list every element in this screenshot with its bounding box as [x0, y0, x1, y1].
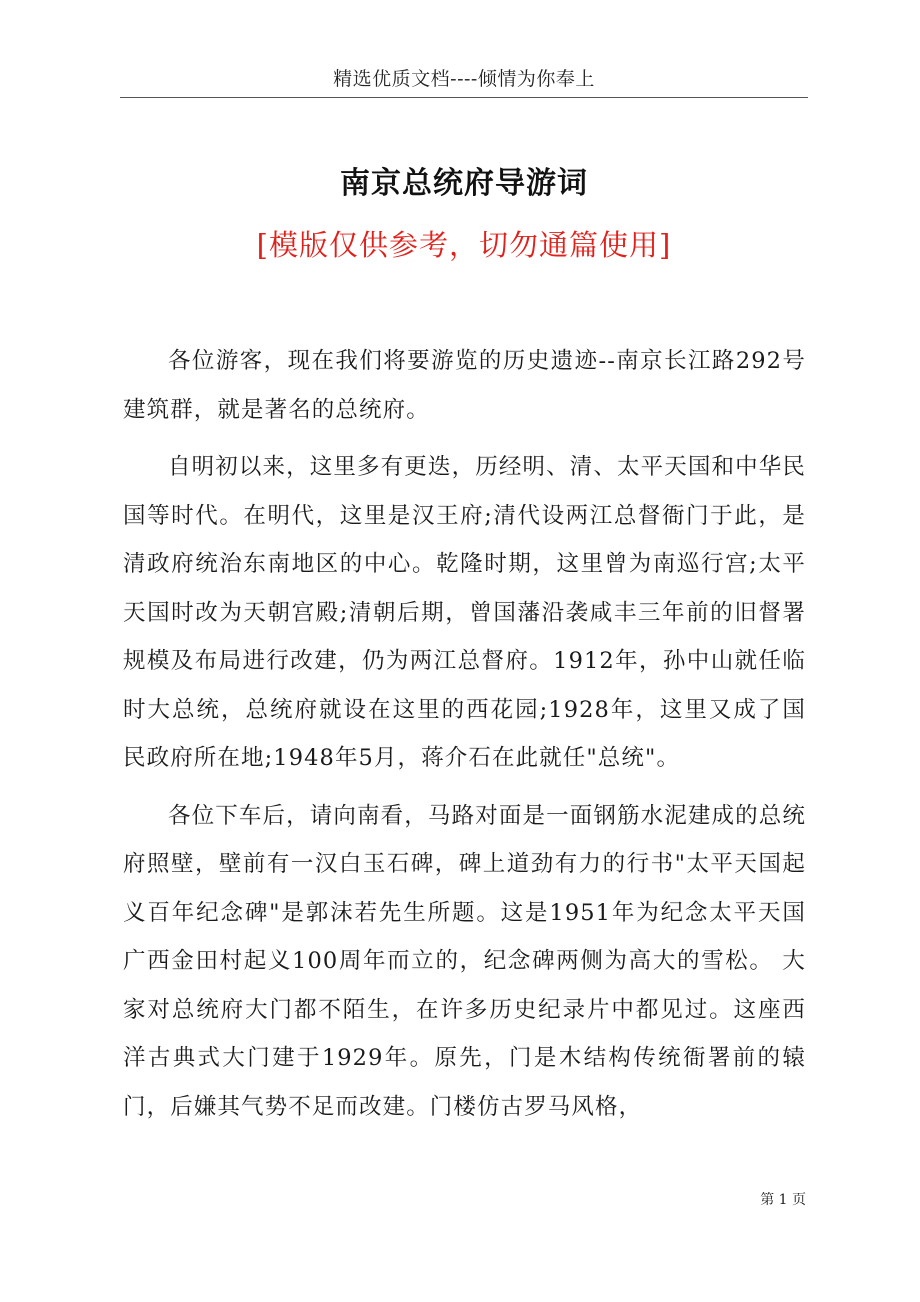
page-number: 第 1 页: [760, 1192, 806, 1208]
document-body: [123, 337, 806, 1140]
paragraph: 自明初以来，这里多有更迭，历经明、清、太平天国和中华民国等时代。在明代，这里是汉王府;清代设两江总督衙门于此，是清政府统治东南地区的中心。乾隆时期，这里曾为南巡行宫;太平天国时改为天朝宫殿;清朝后期，曾国藩沿袭咸丰三年前的旧督署规模及布局进行改建，仍为两江总督府。1912年，孙中山就任临时大总统，总统府就设在这里的西花园;1928年，这里又成了国民政府所在地;1948年5月，蒋介石在此就任"总统"。: [123, 454, 806, 771]
document-title: 南京总统府导游词: [340, 166, 588, 201]
page-header: 精选优质文档----倾情为你奉上: [333, 68, 595, 90]
header-divider: [120, 97, 808, 98]
paragraph: 各位游客，现在我们将要游览的历史遗迹--南京长江路292号建筑群，就是著名的总统府。: [123, 348, 806, 423]
document-subtitle: [模版仅供参考，切勿通篇使用]: [256, 228, 672, 262]
paragraph: 各位下车后，请向南看，马路对面是一面钢筋水泥建成的总统府照壁，壁前有一汉白玉石碑，碑上道劲有力的行书"太平天国起义百年纪念碑"是郭沫若先生所题。这是1951年为纪念太平天国广西金田村起义100周年而立的，纪念碑两侧为高大的雪松。 大家对总统府大门都不陌生，在许多历史纪录片中都见过。这座西洋古典式大门建于1929年。原先，门是木结构传统衙署前的辕门，后嫌其气势不足而改建。门楼仿古罗马风格，: [123, 802, 806, 1120]
